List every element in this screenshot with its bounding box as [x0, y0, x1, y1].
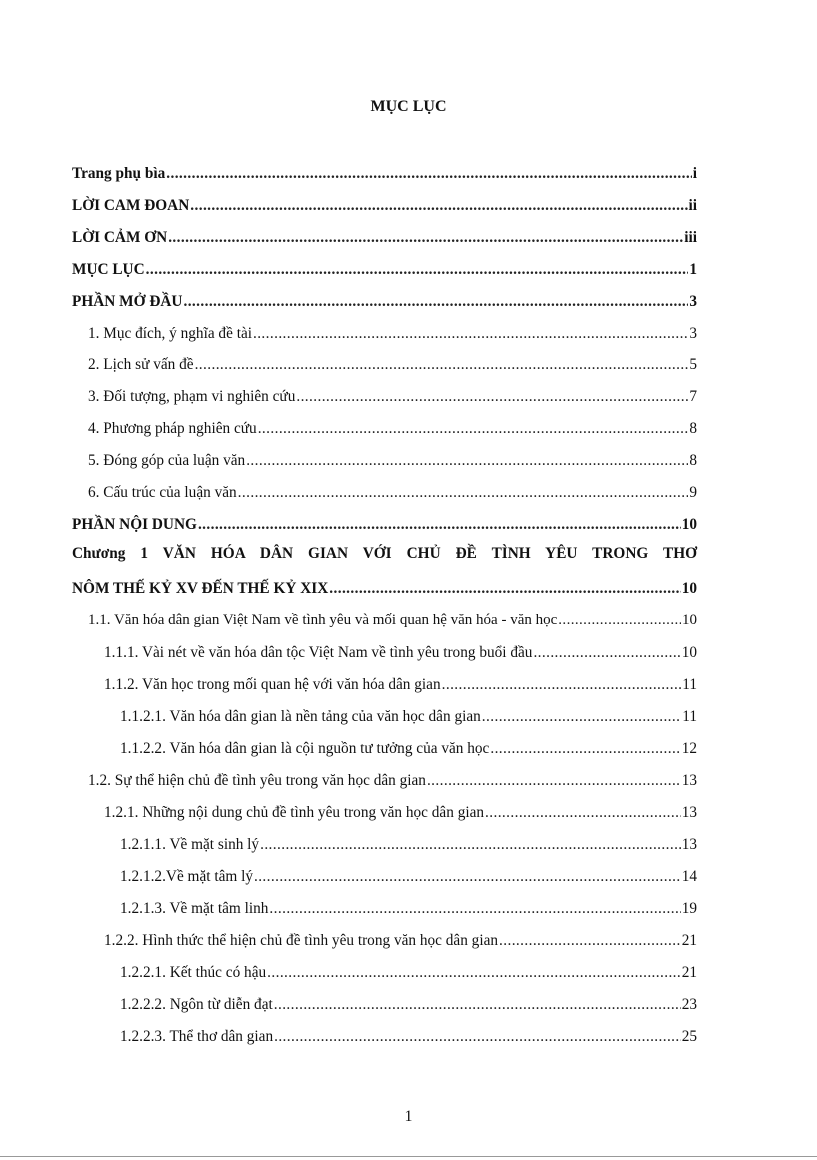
toc-entry-page: 13: [681, 772, 697, 789]
toc-entry-page: 9: [689, 484, 697, 501]
toc-entry-page: 10: [681, 516, 697, 533]
toc-entry-1-2[interactable]: [88, 772, 697, 790]
leader-dots: [296, 388, 688, 406]
page-bottom-edge: [0, 1156, 817, 1157]
leader-dots: [254, 868, 681, 886]
leader-dots: [260, 836, 681, 854]
toc-entry-page: 3: [689, 325, 697, 342]
toc-entry-phan-noi-dung[interactable]: [72, 516, 697, 534]
toc-entry-label: 1.2.2.1. Kết thúc có hậu: [120, 964, 267, 981]
toc-entry-1-1-1[interactable]: [104, 644, 697, 662]
toc-entry-label: LỜI CAM ĐOAN: [72, 197, 190, 214]
leader-dots: [146, 261, 689, 279]
toc-entry-cau-truc[interactable]: [88, 484, 697, 502]
toc-entry-page: 23: [681, 996, 697, 1013]
toc-entry-label: LỜI CẢM ƠN: [72, 229, 168, 246]
toc-entry-1-1-2-2[interactable]: [120, 740, 697, 758]
leader-dots: [482, 708, 681, 726]
leader-dots: [190, 197, 687, 215]
toc-entry-muc-dich[interactable]: [88, 325, 697, 343]
toc-entry-page: 11: [682, 676, 697, 693]
toc-entry-page: 1: [689, 261, 697, 278]
leader-dots: [533, 644, 680, 662]
toc-entry-muc-luc[interactable]: [72, 261, 697, 279]
page-title: MỤC LỤC: [370, 98, 447, 115]
leader-dots: [274, 1028, 681, 1046]
toc-entry-label: 1.2.1.1. Về mặt sinh lý: [120, 836, 260, 853]
toc-entry-label: 1.1.2. Văn học trong mối quan hệ với văn hóa dân gian: [104, 676, 441, 693]
toc-entry-label: PHẦN MỞ ĐẦU: [72, 293, 183, 310]
leader-dots: [558, 612, 681, 629]
toc-entry-doi-tuong[interactable]: [88, 388, 697, 406]
toc-entry-page: 11: [682, 708, 697, 725]
toc-entry-label: MỤC LỤC: [72, 261, 145, 278]
leader-dots: [183, 293, 688, 311]
toc-entry-label: 1.1.2.2. Văn hóa dân gian là cội nguồn tư tưởng của văn học: [120, 740, 490, 757]
toc-entry-label: NÔM THẾ KỶ XV ĐẾN THẾ KỶ XIX: [72, 580, 329, 597]
toc-entry-page: ii: [688, 197, 697, 214]
toc-entry-page: 10: [681, 644, 697, 661]
leader-dots: [329, 580, 680, 598]
toc-entry-page: 10: [681, 580, 697, 597]
toc-entry-label: 1.2.1.2.Về mặt tâm lý: [120, 868, 253, 885]
toc-entry-label: PHẦN NỘI DUNG: [72, 516, 197, 533]
toc-entry-1-2-2-1[interactable]: [120, 964, 697, 982]
toc-entry-label: 1. Mục đích, ý nghĩa đề tài: [88, 325, 252, 342]
toc-entry-dong-gop[interactable]: [88, 452, 697, 470]
toc-entry-page: 10: [682, 612, 697, 628]
leader-dots: [253, 325, 688, 343]
toc-entry-1-2-2[interactable]: [104, 932, 697, 950]
leader-dots: [267, 964, 681, 982]
toc-entry-label: 1.2.1.3. Về mặt tâm linh: [120, 900, 269, 917]
leader-dots: [258, 420, 689, 438]
toc-entry-label: Trang phụ bìa: [72, 165, 166, 182]
toc-entry-label: 1.2.2.2. Ngôn từ diễn đạt: [120, 996, 273, 1013]
page-number: 1: [404, 1108, 413, 1125]
toc-entry-page: 3: [689, 293, 697, 310]
leader-dots: [269, 900, 680, 918]
toc-entry-page: 21: [681, 932, 697, 949]
toc-entry-page: 7: [689, 388, 697, 405]
toc-entry-label: 1.1.1. Vài nét về văn hóa dân tộc Việt Nam về tình yêu trong buổi đầu: [104, 644, 533, 661]
toc-entry-1-1-2[interactable]: [104, 676, 697, 694]
toc-entry-page: 13: [681, 836, 697, 853]
toc-entry-page: 13: [681, 804, 697, 821]
toc-entry-loi-cam-doan[interactable]: [72, 197, 697, 215]
leader-dots: [198, 516, 681, 534]
toc-entry-1-2-1-3[interactable]: [120, 900, 697, 918]
toc-entry-label: 6. Cấu trúc của luận văn: [88, 484, 237, 501]
toc-entry-label: 1.1. Văn hóa dân gian Việt Nam về tình yêu và mối quan hệ văn hóa - văn học: [88, 612, 558, 628]
toc-entry-chapter-1[interactable]: [72, 580, 697, 598]
toc-entry-loi-cam-on[interactable]: [72, 229, 697, 247]
toc-entry-page: 21: [681, 964, 697, 981]
toc-entry-1-2-1[interactable]: [104, 804, 697, 822]
toc-entry-label: 1.2.1. Những nội dung chủ đề tình yêu trong văn học dân gian: [104, 804, 485, 821]
toc-entry-phan-mo-dau[interactable]: [72, 293, 697, 311]
toc-entry-trang-phu-bia[interactable]: [72, 165, 697, 183]
toc-entry-1-2-1-1[interactable]: [120, 836, 697, 854]
toc-entry-lich-su[interactable]: [88, 356, 697, 374]
leader-dots: [485, 804, 681, 822]
toc-entry-page: 5: [689, 356, 697, 373]
leader-dots: [274, 996, 681, 1014]
leader-dots: [246, 452, 688, 470]
toc-entry-1-2-1-2[interactable]: [120, 868, 697, 886]
toc-chapter-1-heading[interactable]: Chương 1 VĂN HÓA DÂN GIAN VỚI CHỦ ĐỀ TÌNH YÊU TRONG THƠ: [72, 545, 697, 562]
leader-dots: [238, 484, 689, 502]
toc-entry-page: 19: [681, 900, 697, 917]
toc-entry-1-2-2-2[interactable]: [120, 996, 697, 1014]
leader-dots: [166, 165, 692, 183]
toc-entry-page: 12: [681, 740, 697, 757]
toc-entry-label: 1.2. Sự thể hiện chủ đề tình yêu trong văn học dân gian: [88, 772, 426, 789]
toc-entry-label: 4. Phương pháp nghiên cứu: [88, 420, 257, 437]
leader-dots: [499, 932, 681, 950]
toc-entry-page: 14: [681, 868, 697, 885]
toc-entry-label: 1.2.2.3. Thể thơ dân gian: [120, 1028, 274, 1045]
toc-entry-1-1[interactable]: [88, 612, 697, 629]
leader-dots: [195, 356, 689, 374]
leader-dots: [442, 676, 682, 694]
toc-entry-page: 8: [689, 452, 697, 469]
toc-entry-label: 1.2.2. Hình thức thể hiện chủ đề tình yêu trong văn học dân gian: [104, 932, 499, 949]
toc-entry-page: 25: [681, 1028, 697, 1045]
toc-entry-page: iii: [684, 229, 697, 246]
leader-dots: [427, 772, 681, 790]
toc-entry-label: 1.1.2.1. Văn hóa dân gian là nền tảng của văn học dân gian: [120, 708, 481, 725]
toc-entry-1-2-2-3[interactable]: [120, 1028, 697, 1046]
toc-entry-page: i: [692, 165, 697, 182]
leader-dots: [490, 740, 680, 758]
toc-entry-label: 5. Đóng góp của luận văn: [88, 452, 246, 469]
toc-entry-page: 8: [689, 420, 697, 437]
toc-entry-label: 2. Lịch sử vấn đề: [88, 356, 194, 373]
toc-entry-1-1-2-1[interactable]: [120, 708, 697, 726]
toc-entry-phuong-phap[interactable]: [88, 420, 697, 438]
leader-dots: [168, 229, 683, 247]
toc-entry-label: 3. Đối tượng, phạm vi nghiên cứu: [88, 388, 296, 405]
